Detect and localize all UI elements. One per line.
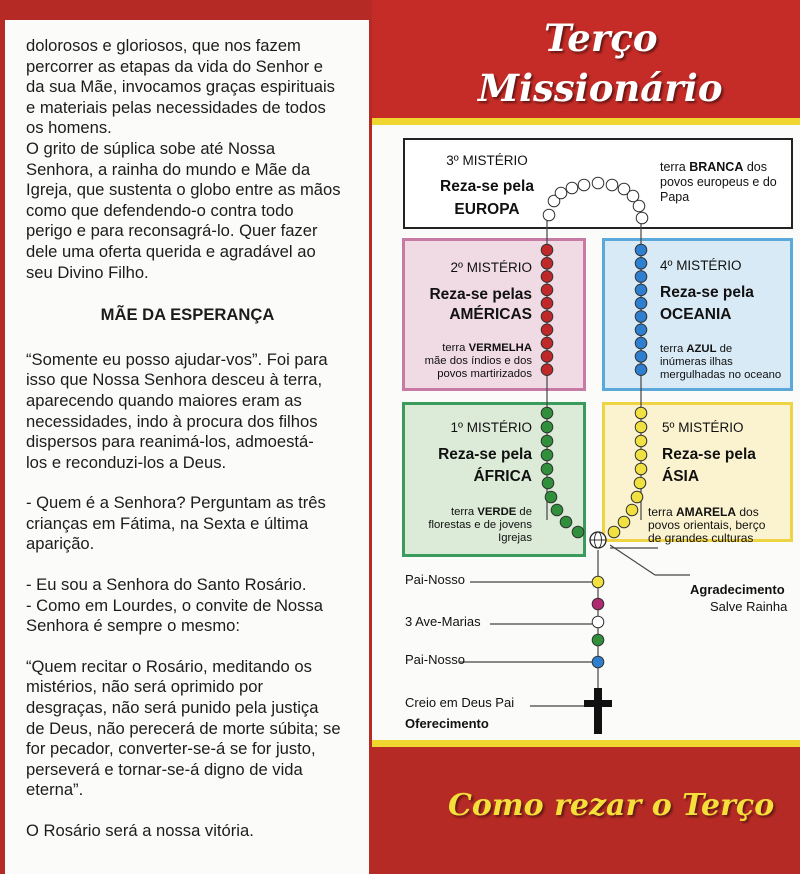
bead-pai-nosso-1 [592,576,604,588]
bead-ave-maria-1 [592,598,604,610]
bead-africa-1 [541,407,553,419]
label-pai-nosso-2: Pai-Nosso [405,652,465,667]
bead-africa-6 [542,477,554,489]
bead-americas-7 [541,324,553,336]
bead-asia-9 [618,516,630,528]
asia-place: ÁSIA [662,468,700,485]
asia-label: 5º MISTÉRIO [662,420,744,435]
bead-pai-nosso-2 [592,656,604,668]
title-line-2: Missionário [478,66,723,110]
americas-pray: Reza-se pelas [429,286,532,303]
bead-africa-5 [541,463,553,475]
paragraph-supplication: O grito de súplica sobe até Nossa Senhora, a rainha do mundo e Mãe da Igreja, que sustenta o globo entre as mãos como que defendendo-o contra todo perigo e para reconsagrá-lo. Quer fazer dele uma oferta querida e agradável ao seu Divino Filho. [26,138,341,282]
bead-oceania-9 [635,351,647,363]
bead-americas-2 [541,258,553,270]
asia-desc: terra AMARELA dos povos orientais, berço de grandes culturas [648,505,766,545]
bead-europa-4 [566,182,578,194]
bead-oceania-2 [635,258,647,270]
bead-europa-10 [633,200,645,212]
bead-africa-8 [551,504,563,516]
paragraph-hope: “Somente eu posso ajudar-vos”. Foi para isso que Nossa Senhora desceu à terra, aparecendo quando maiores eram as necessidades, indo à procura dos filhos dispersos para reanimá-los, admoestá- los e reconduzi-los a Deus. [26,349,328,472]
bead-asia-10 [608,526,620,538]
bead-oceania-4 [635,284,647,296]
bead-americas-3 [541,271,553,283]
americas-desc: terra VERMELHA mãe dos índios e dos povos martirizados [424,342,532,380]
bead-americas-4 [541,284,553,296]
bead-asia-5 [635,463,647,475]
bead-oceania-3 [635,271,647,283]
bead-oceania-10 [635,364,647,376]
bead-africa-3 [541,435,553,447]
bead-asia-6 [634,477,646,489]
bead-europa-7 [606,179,618,191]
bead-africa-2 [541,421,553,433]
asia-pray: Reza-se pela [662,446,756,463]
closing-line: O Rosário será a nossa vitória. [26,821,254,840]
bead-ave-maria-3 [592,634,604,646]
paragraph-intro: dolorosos e gloriosos, que nos fazem percorrer as etapas da vida do Senhor e da sua Mãe, invocamos graças espirituais e materiais pelas necessidades de todos os homens. [26,36,335,138]
bead-asia-3 [635,435,647,447]
bead-europa-5 [578,179,590,191]
bead-americas-5 [541,297,553,309]
cross-bar [584,700,612,707]
bead-oceania-7 [635,324,647,336]
bead-europa-3 [555,187,567,199]
label-salve-rainha: Salve Rainha [710,599,788,614]
bead-oceania-8 [635,337,647,349]
paragraph-answer: - Eu sou a Senhora do Santo Rosário. - Como em Lourdes, o convite de Nossa Senhora é sempre o mesmo: [26,575,323,636]
oceania-place: OCEANIA [660,306,732,323]
bead-oceania-5 [635,297,647,309]
paragraph-promise: “Quem recitar o Rosário, meditando os mistérios, não será oprimido por desgraças, não será punido pela justiça de Deus, não perecerá de morte súbita; se for pecador, converter-se-á se for justo, perseverá e tornar-se-á digno de vida eterna”. [26,656,341,800]
bead-americas-9 [541,351,553,363]
bead-africa-7 [545,491,557,503]
bead-africa-9 [560,516,572,528]
section-heading: MÃE DA ESPERANÇA [100,305,275,325]
label-ave-marias: 3 Ave-Marias [405,614,481,629]
europa-label: 3º MISTÉRIO [446,153,528,168]
bead-europa-11 [636,212,648,224]
bead-europa-6 [592,177,604,189]
americas-label: 2º MISTÉRIO [450,260,532,275]
europa-place: EUROPA [454,201,520,218]
bead-oceania-6 [635,311,647,323]
europa-desc: terra BRANCA dos povos europeus e do Papa [660,160,777,204]
bead-asia-2 [635,421,647,433]
africa-desc: terra VERDE de florestas e de jovens Igrejas [428,506,532,544]
oceania-pray: Reza-se pela [660,284,754,301]
label-oferecimento: Oferecimento [405,716,489,731]
bead-asia-1 [635,407,647,419]
oceania-label: 4º MISTÉRIO [660,258,742,273]
bead-asia-4 [635,449,647,461]
leader-agradecimento-a [610,545,655,575]
bead-asia-8 [626,504,638,516]
title-line-1: Terço [544,16,658,60]
paragraph-question: - Quem é a Senhora? Perguntam as três crianças em Fátima, na Sexta e última aparição. [26,493,326,554]
bead-oceania-1 [635,244,647,256]
cross-icon [594,688,602,734]
label-agradecimento: Agradecimento [690,582,785,597]
bead-asia-7 [631,491,643,503]
bead-americas-1 [541,244,553,256]
europa-pray: Reza-se pela [440,178,534,195]
africa-place: ÁFRICA [473,468,532,485]
label-pai-nosso-1: Pai-Nosso [405,572,465,587]
bead-ave-maria-2 [592,616,604,628]
bead-africa-10 [572,526,584,538]
label-creio: Creio em Deus Pai [405,695,515,710]
bead-africa-4 [541,449,553,461]
bead-americas-8 [541,337,553,349]
bead-americas-10 [541,364,553,376]
americas-place: AMÉRICAS [449,306,532,323]
bottom-title: Como rezar o Terço [448,788,775,823]
africa-pray: Reza-se pela [438,446,532,463]
oceania-desc: terra AZUL de inúmeras ilhas mergulhadas no oceano [660,343,782,381]
bead-americas-6 [541,311,553,323]
africa-label: 1º MISTÉRIO [450,420,532,435]
